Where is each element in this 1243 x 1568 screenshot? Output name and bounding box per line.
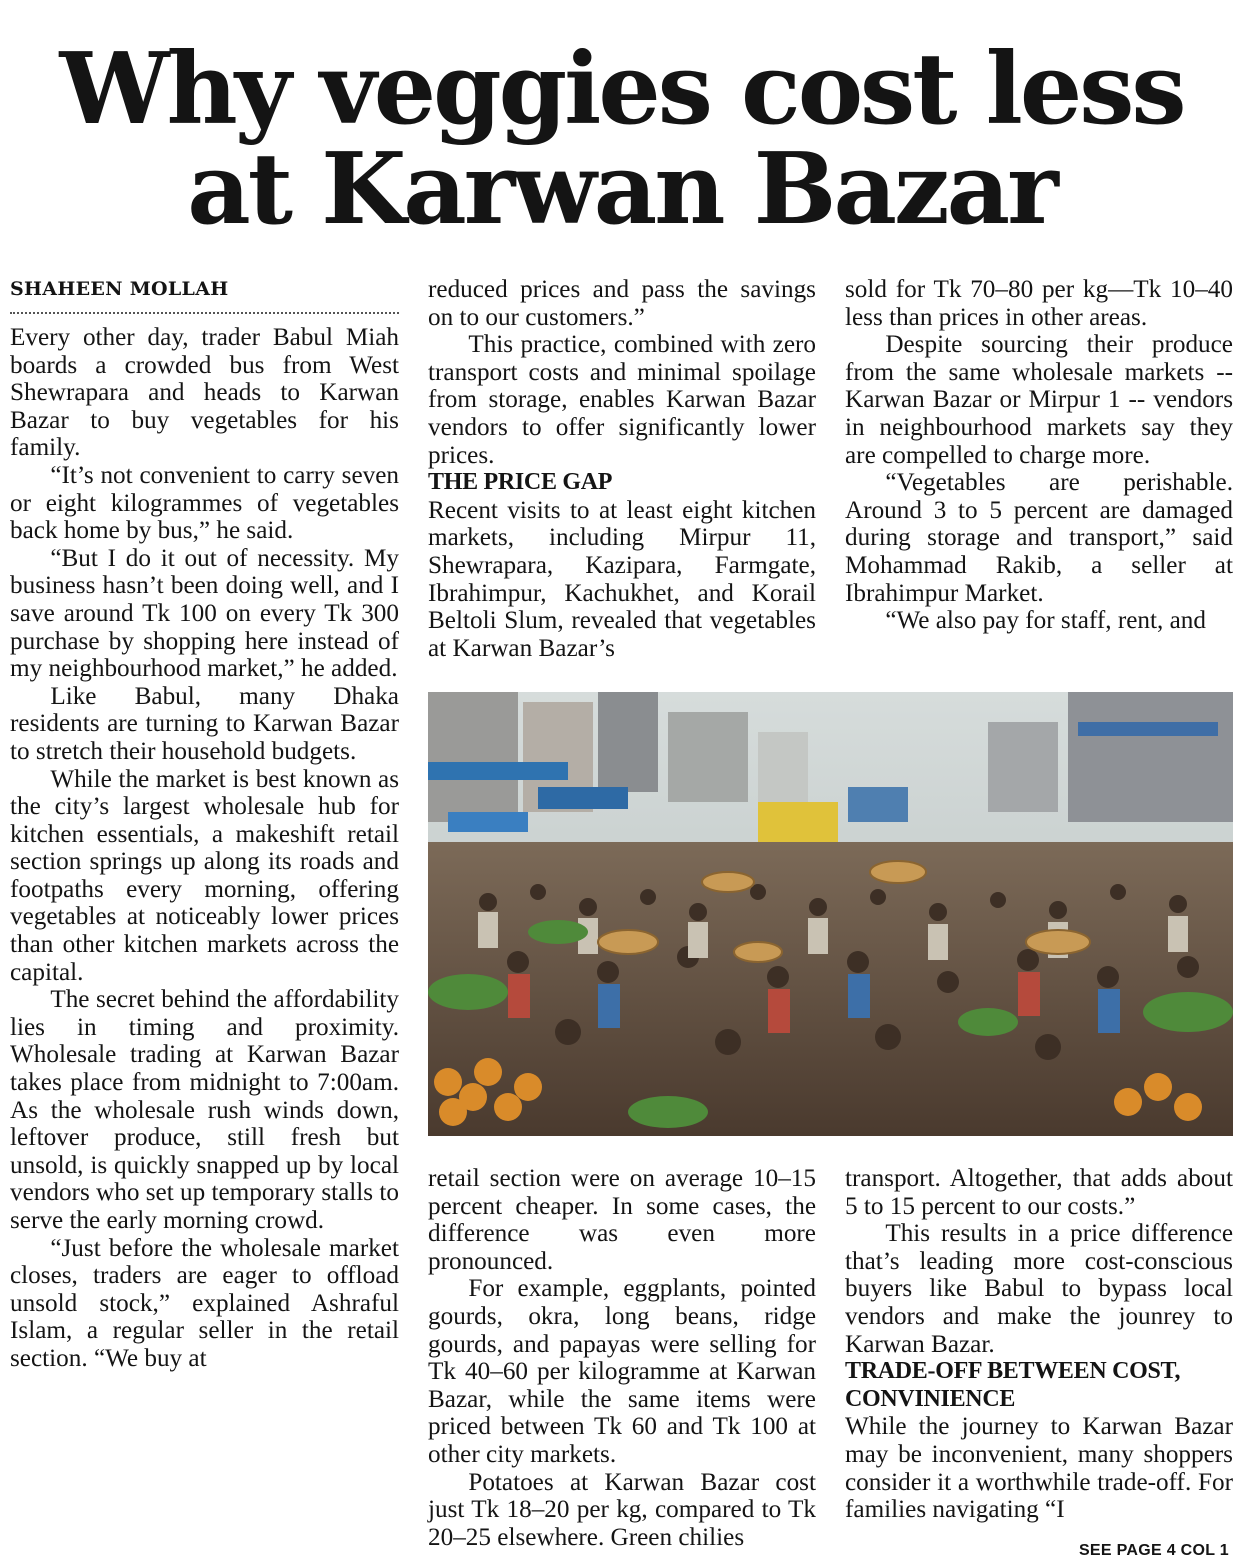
article-column-1 (10, 276, 399, 1373)
continued-on-jump-line[interactable]: SEE PAGE 4 COL 1 (1078, 1542, 1229, 1559)
market-scene-illustration (428, 692, 1233, 1136)
paragraph: “It’s not convenient to carry seven or eight kilogrammes of vegetables back home by bus,” he said. (10, 461, 399, 545)
paragraph: While the journey to Karwan Bazar may be inconvenient, many shoppers consider it a worthwhile trade-off. For families navigating “I (845, 1413, 1233, 1524)
paragraph: “But I do it out of necessity. My business hasn’t been doing well, and I save around Tk 100 on every Tk 300 purchase by shopping here instead of my neighbourhood market,” he added. (10, 544, 399, 683)
paragraph: reduced prices and pass the savings on to our customers.” (428, 276, 816, 331)
paragraph: This results in a price difference that’s leading more cost-conscious buyers like Babul to bypass local vendors and make the jounrey to Karwan Bazar. (845, 1220, 1233, 1358)
paragraph: Recent visits to at least eight kitchen markets, including Mirpur 11, Shewrapara, Kazipara, Farmgate, Ibrahimpur, Kachukhet, and Korail Beltoli Slum, revealed that vegetables at Karwan Bazar’s (428, 496, 816, 662)
paragraph: Every other day, trader Babul Miah boards a crowded bus from West Shewrapara and heads to Karwan Bazar to buy vegetables for his family. (10, 324, 399, 462)
paragraph: retail section were on average 10–15 percent cheaper. In some cases, the difference was even more pronounced. (428, 1165, 816, 1275)
article-column-2-top (428, 276, 816, 662)
paragraph: For example, eggplants, pointed gourds, okra, long beans, ridge gourds, and papayas were selling for Tk 40–60 per kilogramme at Karwan Bazar, while the same items were priced between Tk 60 and Tk 100 at other city markets. (428, 1275, 816, 1468)
paragraph: sold for Tk 70–80 per kg—Tk 10–40 less than prices in other areas. (845, 276, 1233, 331)
paragraph: The secret behind the affordability lies in timing and proximity. Wholesale trading at Karwan Bazar takes place from midnight to 7:00am. As the wholesale rush winds down, leftover produce, still fresh but unsold, is quickly snapped up by local vendors who set up temporary stalls to serve the early morning crowd. (10, 986, 399, 1234)
paragraph: “Just before the wholesale market closes, traders are eager to offload unsold stock,” explained Ashraful Islam, a regular seller in the retail section. “We buy at (10, 1234, 399, 1372)
market-crowd-photo (428, 692, 1233, 1136)
paragraph: While the market is best known as the city’s largest wholesale hub for kitchen essentials, a makeshift retail section springs up along its roads and footpaths every morning, offering vegetables at noticeably lower prices than other kitchen markets across the capital. (10, 765, 399, 986)
subhead-price-gap: THE PRICE GAP (428, 469, 613, 496)
subhead-trade-off: TRADE-OFF BETWEEN COST, CONVINIENCE (845, 1358, 1181, 1412)
paragraph: “Vegetables are perishable. Around 3 to 5 percent are damaged during storage and transport,” said Mohammad Rakib, a seller at Ibrahimpur Market. (845, 469, 1233, 607)
paragraph: Despite sourcing their produce from the same wholesale markets -- Karwan Bazar or Mirpur 1 -- vendors in neighbourhood markets say they are compelled to charge more. (845, 331, 1233, 469)
headline-line-1: Why veggies cost less (59, 32, 1184, 147)
byline: SHAHEEN MOLLAH (10, 276, 399, 314)
paragraph: Like Babul, many Dhaka residents are turning to Karwan Bazar to stretch their household budgets. (10, 682, 399, 765)
article-column-2-bottom (428, 1165, 816, 1551)
article-column-3-bottom (845, 1165, 1233, 1524)
article-column-3-top (845, 276, 1233, 635)
headline-line-2: at Karwan Bazar (187, 132, 1056, 247)
paragraph: This practice, combined with zero transport costs and minimal spoilage from storage, enables Karwan Bazar vendors to offer significantly lower prices. (428, 331, 816, 469)
paragraph: transport. Altogether, that adds about 5 to 15 percent to our costs.” (845, 1165, 1233, 1220)
headline (0, 32, 1243, 247)
paragraph: Potatoes at Karwan Bazar cost just Tk 18–20 per kg, compared to Tk 20–25 elsewhere. Green chilies (428, 1468, 816, 1551)
paragraph: “We also pay for staff, rent, and (885, 607, 1206, 635)
